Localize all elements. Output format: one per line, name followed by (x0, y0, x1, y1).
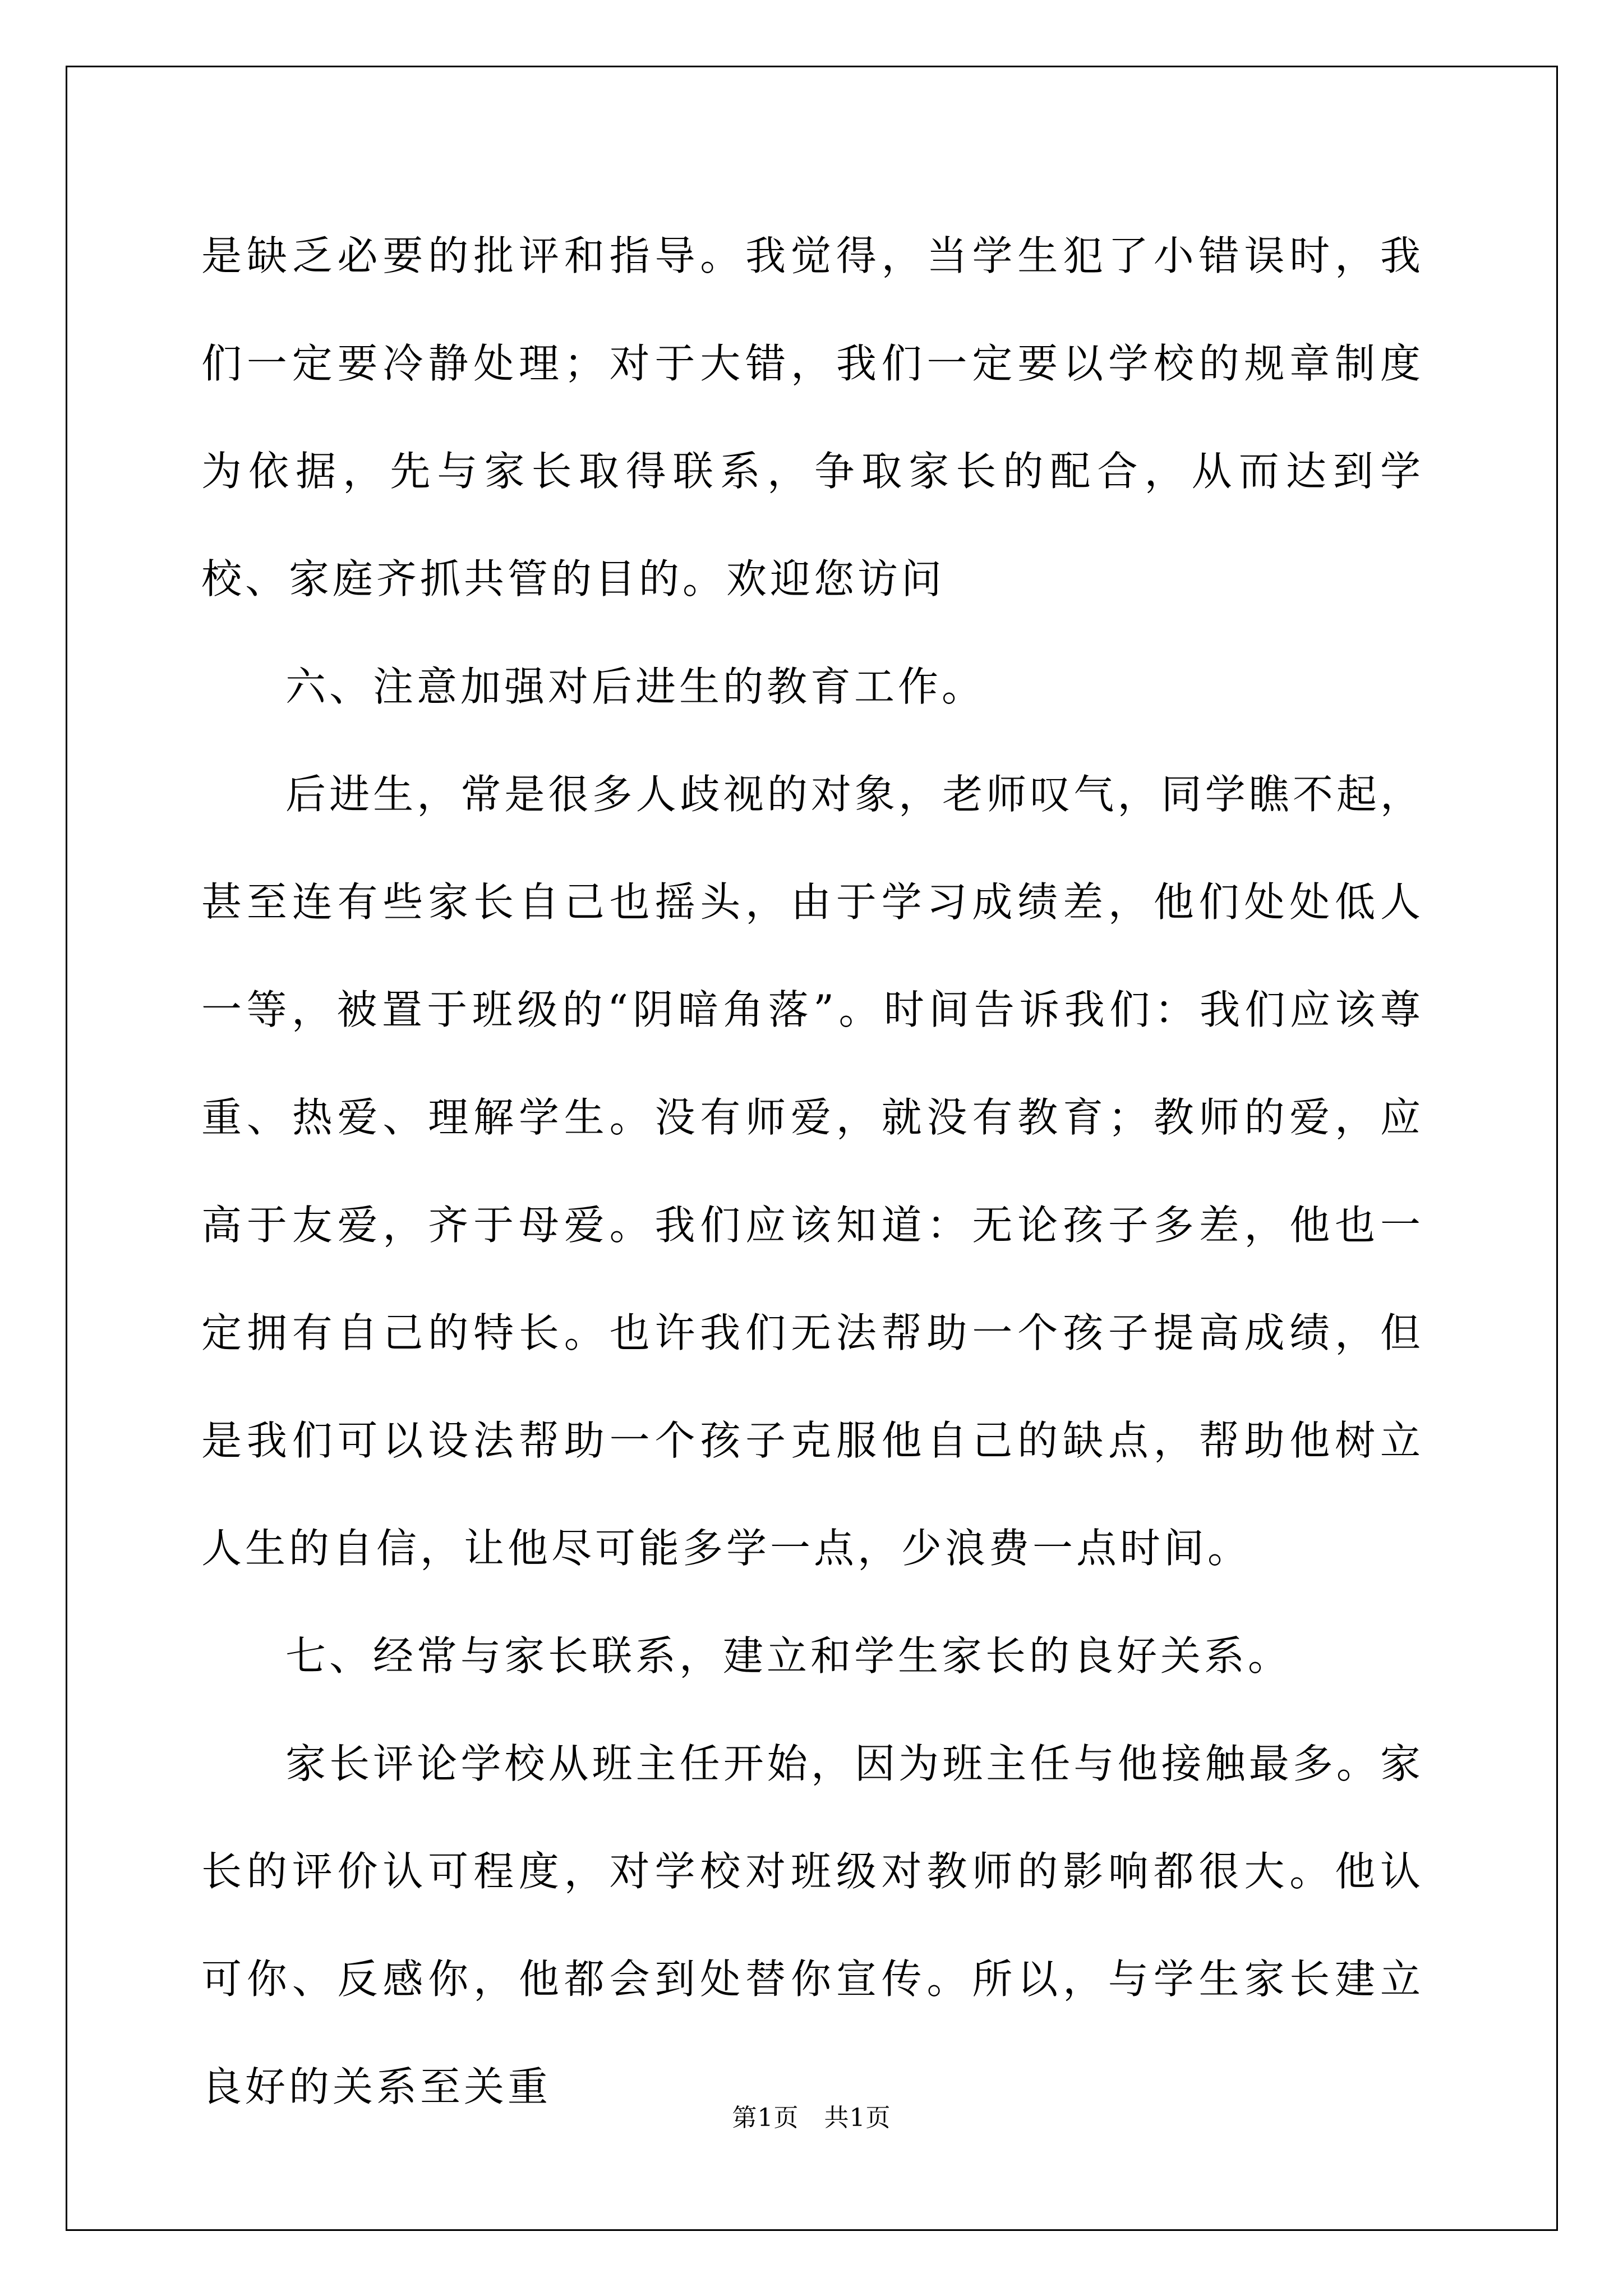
paragraph: 是缺乏必要的批评和指导。我觉得，当学生犯了小错误时，我们一定要冷静处理；对于大错，我们一定要以学校的规章制度为依据，先与家长取得联系，争取家长的配合，从而达到学校、家庭齐抓共管的目的。欢迎您访问 (201, 232, 1424, 602)
document-body (201, 202, 1424, 2141)
page-number-total: 共1页 (824, 2104, 891, 2132)
paragraph: 后进生，常是很多人歧视的对象，老师叹气，同学瞧不起，甚至连有些家长自己也摇头，由于学习成绩差，他们处处低人一等，被置于班级的“阴暗角落”。时间告诉我们：我们应该尊重、热爱、理解学生。没有师爱，就没有教育；教师的爱，应高于友爱，齐于母爱。我们应该知道：无论孩子多差，他也一定拥有自己的特长。也许我们无法帮助一个孩子提高成绩，但是我们可以设法帮助一个孩子克服他自己的缺点，帮助他树立人生的自信，让他尽可能多学一点，少浪费一点时间。 (201, 771, 1424, 1572)
footer-separator (799, 2104, 824, 2132)
page-footer (0, 2101, 1623, 2135)
page-number-current: 第1页 (732, 2104, 799, 2132)
paragraph: 家长评论学校从班主任开始，因为班主任与他接触最多。家长的评价认可程度，对学校对班级对教师的影响都很大。他认可你、反感你，他都会到处替你宣传。所以，与学生家长建立良好的关系至关重 (201, 1740, 1424, 2110)
paragraph: 六、注意加强对后进生的教育工作。 (285, 663, 986, 710)
paragraph: 七、经常与家长联系，建立和学生家长的良好关系。 (285, 1632, 1292, 1680)
